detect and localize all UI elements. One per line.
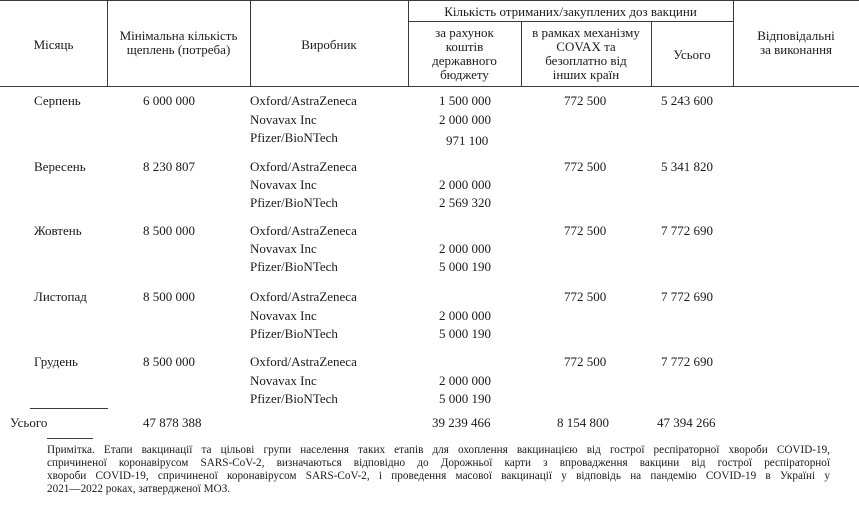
row-month: Серпень [34,93,81,108]
row-state-budget: 2 000 000 [439,177,491,192]
header-responsible [733,29,859,57]
header-doses-group-text: Кількість отриманих/закуплених доз вакцини [444,4,697,19]
header-month-text: Місяць [33,37,74,52]
row-manufacturer: Pfizer/BioNTech [250,326,338,341]
header-state-budget-line2: коштів [445,39,484,54]
row-manufacturer: Oxford/AstraZeneca [250,289,357,304]
totals-state-budget: 39 239 466 [432,415,491,430]
header-total [651,48,733,62]
row-total: 5 341 820 [661,159,713,174]
totals-covax: 8 154 800 [557,415,609,430]
row-manufacturer: Novavax Inc [250,373,317,388]
totals-separator [30,408,108,409]
row-manufacturer: Novavax Inc [250,112,317,127]
row-state-budget: 2 569 320 [439,195,491,210]
row-covax: 772 500 [564,159,607,174]
row-manufacturer: Oxford/AstraZeneca [250,159,357,174]
footnote-line: хвороби COVID-19, спричиненої коронавірусом SARS-CoV-2, і проведення масової вакцинації у відповідь на пандемію COVID-19 в Україні у [47,470,830,482]
row-manufacturer: Pfizer/BioNTech [250,259,338,274]
row-total: 7 772 690 [661,354,713,369]
row-state-budget: 2 000 000 [439,308,491,323]
row-state-budget: 5 000 190 [439,259,491,274]
row-min-vaccinations: 8 500 000 [143,289,195,304]
header-manufacturer [250,38,408,52]
row-state-budget: 971 100 [446,133,489,148]
row-min-vaccinations: 8 500 000 [143,223,195,238]
row-min-vaccinations: 6 000 000 [143,93,195,108]
footnote-line: спричиненої коронавірусом SARS-CoV-2, визначаються відповідно до Дорожньої карти з впровадження вакцини від гострої респіраторної [47,457,830,469]
header-month [0,38,107,52]
row-manufacturer: Oxford/AstraZeneca [250,93,357,108]
row-covax: 772 500 [564,93,607,108]
row-manufacturer: Novavax Inc [250,308,317,323]
row-manufacturer: Novavax Inc [250,241,317,256]
footnote-line: Примітка. Етапи вакцинації та цільові групи населення таких етапів для охоплення вакцинацією від гострої респіраторної хвороби COVID-19, [47,444,830,456]
header-covax-line1: в рамках механізму [532,25,640,40]
row-manufacturer: Oxford/AstraZeneca [250,223,357,238]
row-min-vaccinations: 8 230 807 [143,159,195,174]
header-min-vaccinations [107,29,250,57]
header-covax-line3: безоплатно від [545,53,627,68]
row-total: 5 243 600 [661,93,713,108]
row-state-budget: 5 000 190 [439,391,491,406]
row-total: 7 772 690 [661,289,713,304]
header-covax-line2: COVAX та [556,39,616,54]
doses-group-divider [408,21,733,22]
header-manufacturer-text: Виробник [301,37,357,52]
totals-min-vaccinations: 47 878 388 [143,415,202,430]
row-manufacturer: Pfizer/BioNTech [250,195,338,210]
row-month: Грудень [34,354,78,369]
header-state-budget-line4: бюджету [440,67,489,82]
row-state-budget: 2 000 000 [439,373,491,388]
row-manufacturer: Pfizer/BioNTech [250,391,338,406]
row-month: Вересень [34,159,86,174]
table-top-border [0,0,859,1]
row-covax: 772 500 [564,289,607,304]
row-state-budget: 2 000 000 [439,241,491,256]
header-state-budget [408,26,521,82]
header-responsible-line2: за виконання [759,42,833,57]
row-covax: 772 500 [564,354,607,369]
row-total: 7 772 690 [661,223,713,238]
row-manufacturer: Pfizer/BioNTech [250,130,338,145]
row-covax: 772 500 [564,223,607,238]
row-state-budget: 1 500 000 [439,93,491,108]
row-manufacturer: Novavax Inc [250,177,317,192]
row-state-budget: 2 000 000 [439,112,491,127]
row-state-budget: 5 000 190 [439,326,491,341]
row-month: Листопад [34,289,87,304]
row-manufacturer: Oxford/AstraZeneca [250,354,357,369]
totals-label: Усього [10,415,48,430]
totals-total: 47 394 266 [657,415,716,430]
row-month: Жовтень [34,223,82,238]
header-state-budget-line3: державного [432,53,497,68]
header-doses-group [408,5,733,19]
footnote-line: 2021—2022 роках, затвердженої МОЗ. [47,483,231,495]
header-min-vaccinations-line1: Мінімальна кількість [119,28,238,43]
header-min-vaccinations-line2: щеплень (потреба) [126,42,231,57]
header-state-budget-line1: за рахунок [435,25,494,40]
note-separator [47,438,93,439]
header-responsible-line1: Відповідальні [757,28,835,43]
footnote [47,444,830,496]
header-covax [521,26,651,82]
header-covax-line4: інших країн [552,67,620,82]
header-bottom-border [0,86,859,87]
header-total-text: Усього [673,47,711,62]
row-min-vaccinations: 8 500 000 [143,354,195,369]
